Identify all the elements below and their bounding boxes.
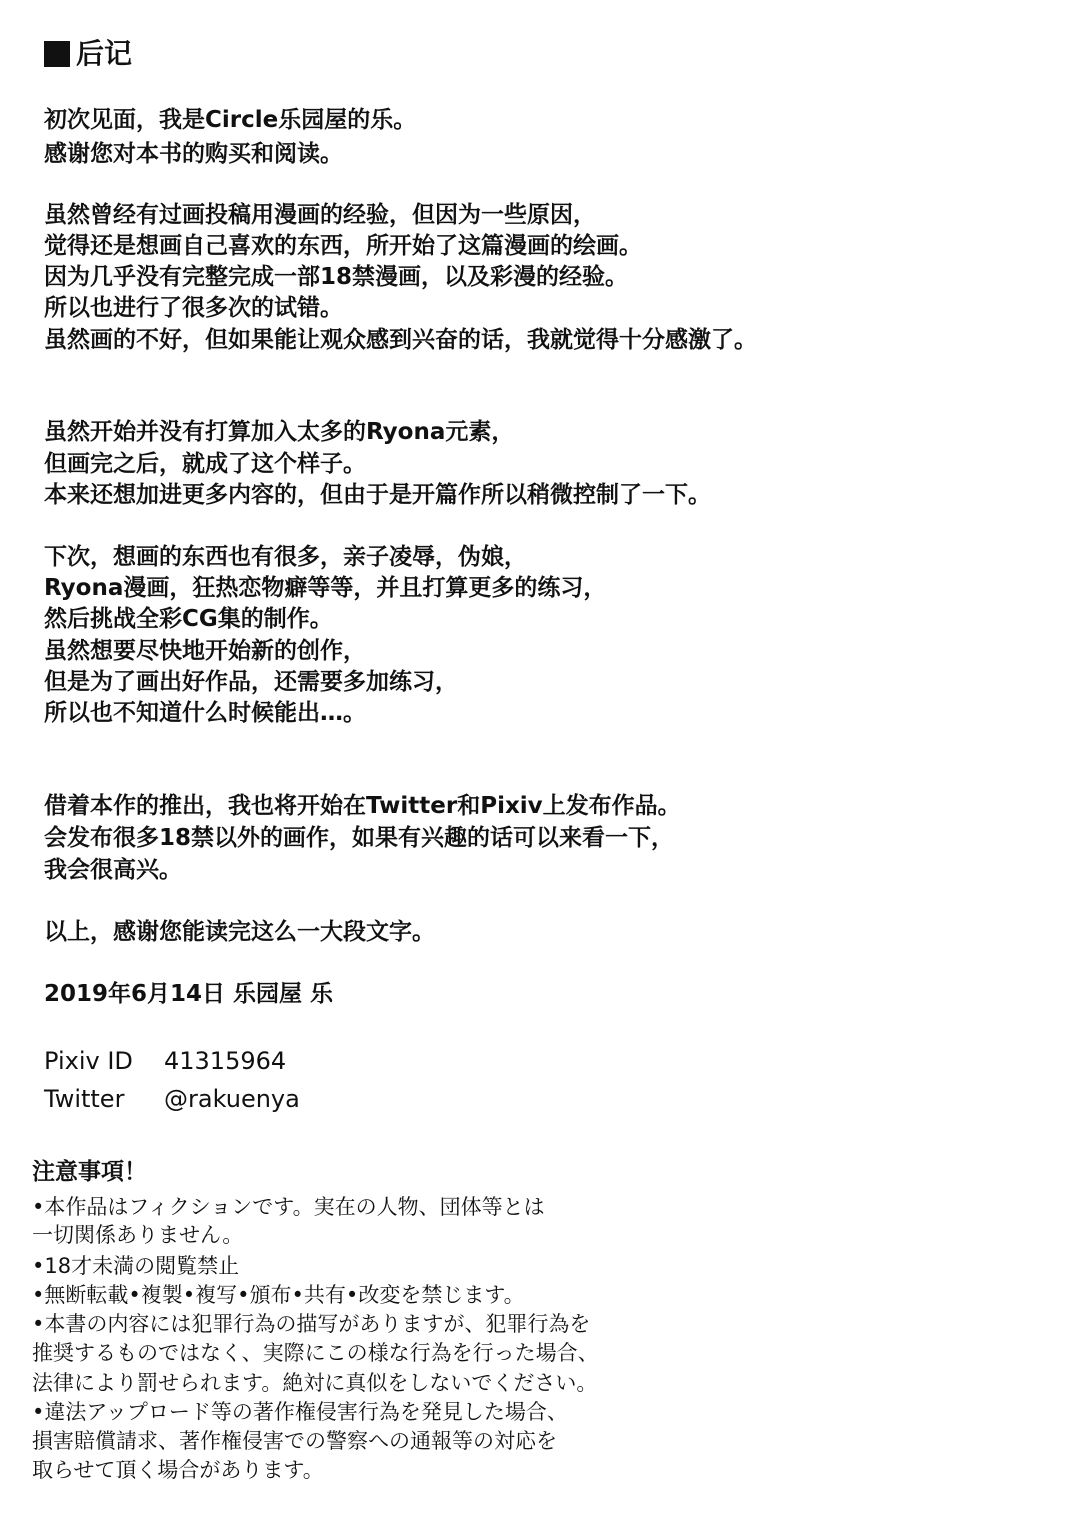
para1-line: 觉得还是想画自己喜欢的东西，所开始了这篇漫画的绘画。 (44, 233, 642, 259)
notice-title: 注意事項！ (32, 1159, 147, 1185)
intro-line: 初次见面，我是Circle乐园屋的乐。 (44, 107, 417, 133)
notice-line: 法律により罰せられます。絶対に真似をしないでください。 (32, 1371, 598, 1395)
heading-text: 后记 (76, 37, 133, 70)
contact-value: @rakuenya (164, 1085, 300, 1113)
para2-line: 虽然开始并没有打算加入太多的Ryona元素， (44, 419, 515, 445)
para1-line: 因为几乎没有完整完成一部18禁漫画，以及彩漫的经验。 (44, 264, 629, 290)
para3-line: Ryona漫画，狂热恋物癖等等，并且打算更多的练习， (44, 575, 607, 601)
notice-line: 損害賠償請求、著作権侵害での警察への通報等の対応を (32, 1429, 557, 1453)
para4-line: 会发布很多18禁以外的画作，如果有兴趣的话可以来看一下， (44, 825, 675, 851)
notice-line: •本作品はフィクションです。実在の人物、団体等とは (32, 1195, 545, 1219)
notice-line: 推奨するものではなく、実際にこの様な行為を行った場合、 (32, 1341, 599, 1365)
contact-twitter (44, 1083, 300, 1115)
thanks-line: 以上，感谢您能读完这么一大段文字。 (44, 919, 435, 945)
para1-line: 所以也进行了很多次的试错。 (44, 295, 343, 321)
intro-line: 感谢您对本书的购买和阅读。 (44, 141, 343, 167)
notice-line: 一切関係ありません。 (32, 1223, 244, 1247)
para3-line: 然后挑战全彩CG集的制作。 (44, 606, 333, 632)
para3-line: 但是为了画出好作品，还需要多加练习， (44, 669, 458, 695)
para4-line: 借着本作的推出，我也将开始在Twitter和Pixiv上发布作品。 (44, 793, 681, 819)
notice-line: •無断転載•複製•複写•頒布•共有•改変を禁じます。 (32, 1283, 525, 1307)
para1-line: 虽然画的不好，但如果能让观众感到兴奋的话，我就觉得十分感激了。 (44, 327, 757, 353)
para2-line: 但画完之后，就成了这个样子。 (44, 451, 366, 477)
contact-value: 41315964 (164, 1047, 287, 1075)
para2-line: 本来还想加进更多内容的，但由于是开篇作所以稍微控制了一下。 (44, 482, 711, 508)
para4-line: 我会很高兴。 (44, 857, 182, 883)
para1-line: 虽然曾经有过画投稿用漫画的经验，但因为一些原因， (44, 202, 596, 228)
para3-line: 虽然想要尽快地开始新的创作， (44, 638, 366, 664)
notice-line: 取らせて頂く場合があります。 (32, 1458, 324, 1482)
notice-line: •本書の内容には犯罪行為の描写がありますが、犯罪行為を (32, 1312, 591, 1336)
notice-line: •18才未満の閲覧禁止 (32, 1254, 240, 1278)
afterword-heading (44, 36, 132, 72)
signature-line: 2019年6月14日 乐园屋 乐 (44, 981, 334, 1007)
notice-line: •違法アップロード等の著作権侵害行為を発見した場合、 (32, 1400, 568, 1424)
para3-line: 所以也不知道什么时候能出…。 (44, 700, 366, 726)
para3-line: 下次，想画的东西也有很多，亲子凌辱，伪娘， (44, 544, 527, 570)
contact-label: Twitter (44, 1085, 125, 1113)
contact-pixiv (44, 1045, 286, 1077)
contact-label: Pixiv ID (44, 1047, 133, 1075)
black-square-icon (44, 41, 70, 67)
